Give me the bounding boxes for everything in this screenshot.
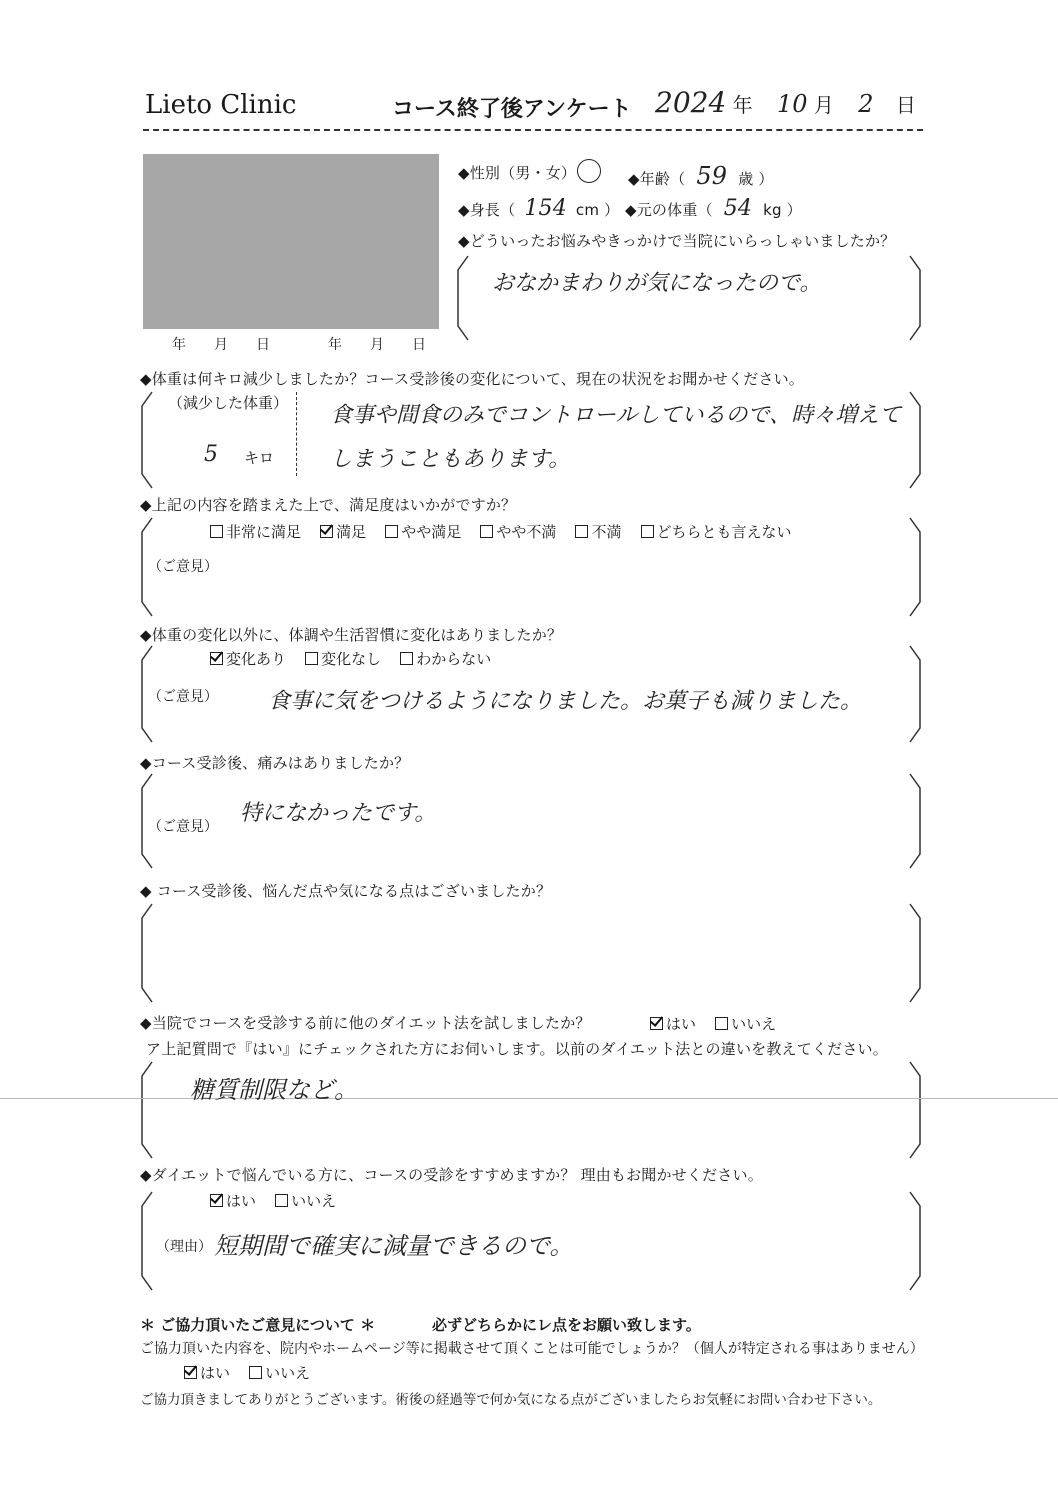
q8-option-no[interactable] — [275, 1190, 336, 1211]
q7-options — [650, 1013, 790, 1034]
checkbox-icon — [385, 525, 398, 538]
footer-heading: ＊ ご協力頂いたご意見について ＊ — [140, 1316, 376, 1334]
height-label: ◆身長（ — [458, 201, 516, 219]
q6-right-bracket — [908, 904, 922, 1006]
q8-reason-label: （理由） — [156, 1239, 212, 1255]
checked-checkbox-icon — [650, 1017, 663, 1030]
q7-left-bracket — [140, 1062, 154, 1162]
q2-question: ◆体重は何キロ減少しましたか？コース受診後の変化について、現在の状況をお聞かせください。 — [140, 370, 804, 388]
q8-option-label: はい — [226, 1192, 257, 1210]
q2-right-bracket — [908, 392, 922, 492]
q2-answer-line1[interactable]: 食事や間食のみでコントロールしているので、時々増えて — [330, 403, 902, 428]
footer-thanks: ご協力頂きましてありがとうございます。術後の経過等で何か気になる点がございましたらお気軽にお問い合わせ下さい。 — [140, 1392, 882, 1408]
age-value: 59 — [696, 162, 728, 190]
q7-option-no[interactable] — [715, 1013, 776, 1034]
q6-left-bracket — [140, 904, 154, 1006]
q1-answer[interactable]: おなかまわりが気になったので。 — [492, 271, 822, 296]
q2-answer-line2[interactable]: しまうこともあります。 — [330, 447, 571, 472]
checkbox-icon — [400, 652, 413, 665]
q1-question: ◆どういったお悩みやきっかけで当院にいらっしゃいましたか？ — [458, 232, 896, 250]
q4-option-no-change[interactable] — [305, 648, 381, 669]
q6-question: ◆ コース受診後、悩んだ点や気になる点はございましたか？ — [140, 882, 552, 900]
gender-label: ◆性別（男・女） — [458, 164, 577, 182]
q7-option-yes[interactable] — [650, 1013, 696, 1034]
q7-question: ◆当院でコースを受診する前に他のダイエット法を試しましたか？ — [140, 1014, 591, 1032]
q3-opinion-label: （ご意見） — [148, 559, 218, 575]
q6-answer-area[interactable] — [158, 910, 898, 996]
q2-left-bracket — [140, 392, 154, 492]
q8-answer[interactable]: 短期間で確実に減量できるので。 — [214, 1232, 574, 1260]
checkbox-icon — [480, 525, 493, 538]
q8-question: ◆ダイエットで悩んでいる方に、コースの受診をすすめますか？ 理由もお聞かせください。 — [140, 1166, 763, 1184]
q3-option-label: やや満足 — [401, 523, 462, 541]
month-value: 10 — [776, 90, 808, 118]
q4-option-label: 変化なし — [321, 650, 382, 668]
q3-option-somewhat-satisfied[interactable] — [385, 521, 461, 542]
consent-option-yes[interactable] — [184, 1362, 230, 1383]
q1-right-bracket — [908, 256, 922, 344]
checked-checkbox-icon — [210, 652, 223, 665]
q8-right-bracket — [908, 1192, 922, 1294]
q5-opinion-label: （ご意見） — [148, 819, 218, 835]
q7-option-label: いいえ — [731, 1015, 777, 1033]
q7-right-bracket — [908, 1062, 922, 1162]
gender-circle — [577, 159, 601, 183]
day-value: 2 — [858, 90, 874, 118]
q4-options — [210, 648, 505, 669]
q4-opinion-label: （ご意見） — [148, 689, 218, 705]
year-value: 2024 — [655, 86, 727, 119]
height-unit: cm ） — [575, 201, 620, 219]
q8-left-bracket — [140, 1192, 154, 1294]
consent-question: ご協力頂いた内容を、院内やホームページ等に掲載させて頂くことは可能でしょうか？（個人が特定される事はありません） — [140, 1341, 924, 1357]
checked-checkbox-icon — [320, 525, 333, 538]
weight-label: ◆元の体重（ — [625, 201, 713, 219]
q3-option-label: どちらとも言えない — [656, 523, 792, 541]
clinic-name: Lieto Clinic — [145, 90, 297, 120]
q3-question: ◆上記の内容を踏まえた上で、満足度はいかがですか？ — [140, 496, 517, 514]
weight-value: 54 — [723, 196, 753, 221]
checked-checkbox-icon — [210, 1194, 223, 1207]
q5-answer[interactable]: 特になかったです。 — [240, 801, 437, 826]
q5-question: ◆コース受診後、痛みはありましたか？ — [140, 754, 410, 772]
q4-question: ◆体重の変化以外に、体調や生活習慣に変化はありましたか？ — [140, 626, 563, 644]
q7-sub-question: ア上記質問で『はい』にチェックされた方にお伺いします。以前のダイエット法との違いを教えてください。 — [146, 1040, 888, 1058]
q3-option-satisfied[interactable] — [320, 521, 366, 542]
height-value: 154 — [524, 196, 567, 221]
q4-answer[interactable]: 食事に気をつけるようになりました。お菓子も減りました。 — [268, 689, 863, 714]
q3-option-label: 非常に満足 — [226, 523, 302, 541]
weight-field — [625, 196, 802, 221]
q4-option-label: 変化あり — [226, 650, 287, 668]
photo-placeholder — [143, 154, 439, 329]
q3-option-very-satisfied[interactable] — [210, 521, 301, 542]
q7-option-label: はい — [666, 1015, 697, 1033]
q8-options — [210, 1190, 350, 1211]
q2-reduced-label: （減少した体重） — [168, 394, 289, 412]
q3-right-bracket — [908, 518, 922, 620]
scan-line — [0, 1098, 1058, 1099]
q5-right-bracket — [908, 774, 922, 872]
checkbox-icon — [305, 652, 318, 665]
footer-note: 必ずどちらかにレ点をお願い致します。 — [432, 1316, 701, 1334]
q3-option-label: やや不満 — [496, 523, 557, 541]
q3-option-label: 満足 — [336, 523, 367, 541]
q4-option-unknown[interactable] — [400, 648, 491, 669]
day-unit: 日 — [895, 93, 916, 117]
height-field — [458, 196, 619, 221]
checkbox-icon — [210, 525, 223, 538]
consent-options — [184, 1362, 324, 1383]
consent-option-label: はい — [200, 1364, 231, 1382]
checkbox-icon — [249, 1366, 262, 1379]
q4-option-changed[interactable] — [210, 648, 286, 669]
checkbox-icon — [275, 1194, 288, 1207]
q2-divider — [296, 392, 297, 476]
date-row — [655, 86, 916, 119]
q3-option-unsatisfied[interactable] — [575, 521, 621, 542]
q1-left-bracket — [456, 256, 470, 344]
age-field — [628, 162, 774, 190]
consent-option-no[interactable] — [249, 1362, 310, 1383]
photo-before-date: 年 月 日 — [172, 337, 270, 353]
weight-unit: kg ） — [763, 201, 802, 219]
checkbox-icon — [641, 525, 654, 538]
q3-option-somewhat-unsatisfied[interactable] — [480, 521, 556, 542]
q4-option-label: わからない — [416, 650, 492, 668]
form-title: コース終了後アンケート — [392, 97, 632, 122]
q3-options — [210, 521, 806, 542]
q8-option-yes[interactable] — [210, 1190, 256, 1211]
header-divider — [143, 129, 923, 131]
photo-after-date: 年 月 日 — [328, 337, 426, 353]
q7-answer[interactable]: 糖質制限など。 — [190, 1076, 358, 1104]
q4-right-bracket — [908, 646, 922, 746]
q8-option-label: いいえ — [291, 1192, 337, 1210]
checked-checkbox-icon — [184, 1366, 197, 1379]
age-unit: 歳 ） — [738, 170, 774, 188]
gender-field — [458, 162, 576, 183]
q3-option-label: 不満 — [591, 523, 622, 541]
checkbox-icon — [575, 525, 588, 538]
checkbox-icon — [715, 1017, 728, 1030]
year-unit: 年 — [732, 93, 753, 117]
q3-option-neither[interactable] — [641, 521, 792, 542]
consent-option-label: いいえ — [265, 1364, 311, 1382]
age-label: ◆年齢（ — [628, 170, 686, 188]
q2-reduced-unit: キロ — [244, 449, 275, 467]
q2-reduced-value[interactable]: 5 — [204, 442, 218, 467]
month-unit: 月 — [813, 93, 834, 117]
